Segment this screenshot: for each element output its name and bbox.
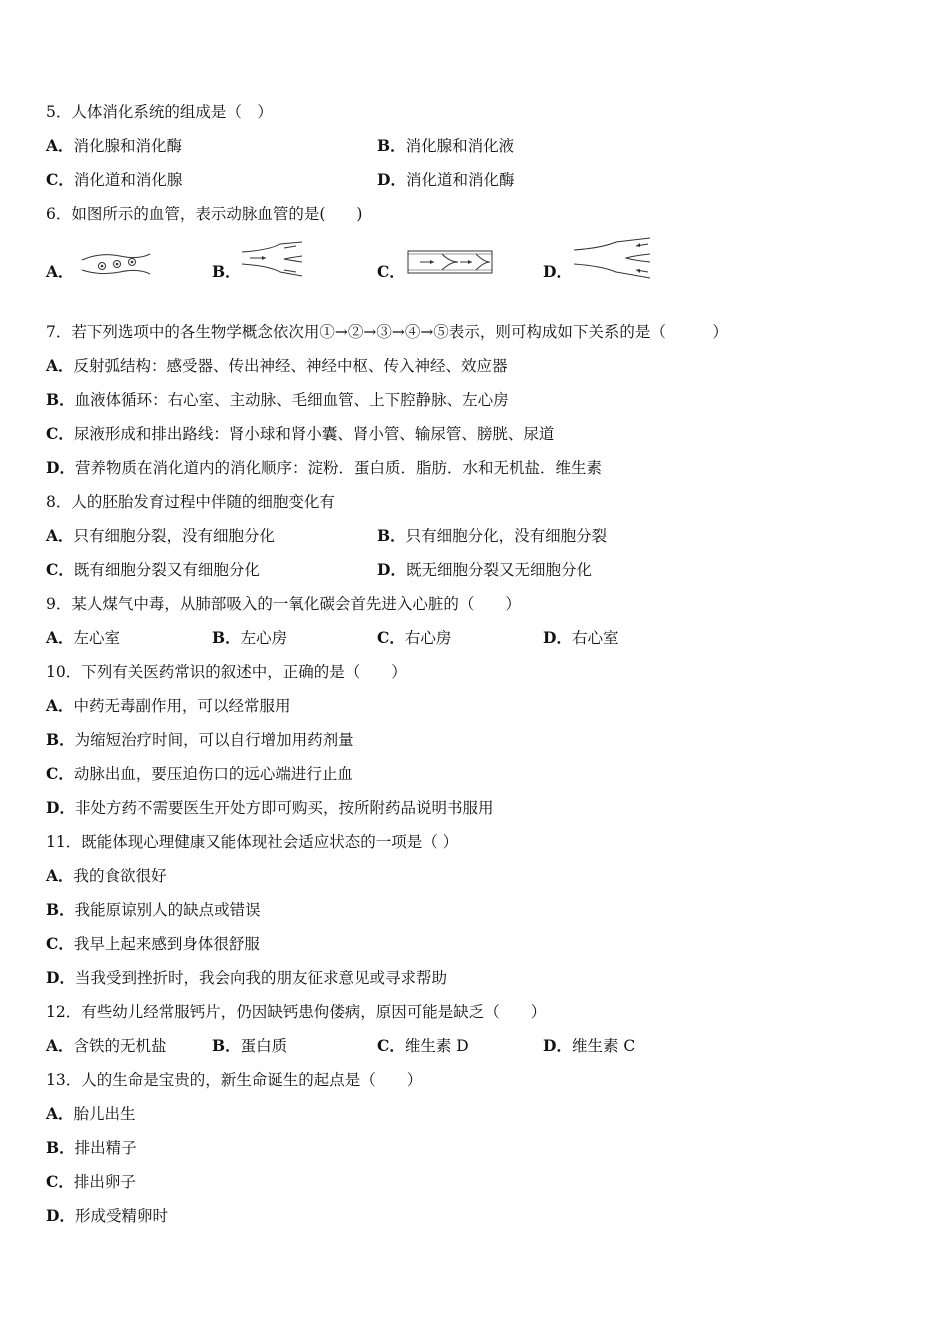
question-13-option-c[interactable]: C．排出卵子 [46, 1172, 136, 1191]
question-5-stem: 5．人体消化系统的组成是（ ） [46, 103, 273, 121]
question-5-option-b[interactable]: B．消化腺和消化液 [377, 136, 515, 155]
converging-vessel-figure [240, 240, 306, 278]
question-10-option-b[interactable]: B．为缩短治疗时间，可以自行增加用药剂量 [46, 730, 354, 749]
question-7-option-b[interactable]: B．血液体循环：右心室、主动脉、毛细血管、上下腔静脉、左心房 [46, 390, 509, 409]
question-9-stem: 9．某人煤气中毒，从肺部吸入的一氧化碳会首先进入心脏的（ ） [46, 595, 521, 613]
question-11-option-d[interactable]: D．当我受到挫折时，我会向我的朋友征求意见或寻求帮助 [46, 968, 447, 987]
question-6-option-d[interactable]: D． [543, 262, 572, 281]
question-9-option-c[interactable]: C．右心房 [377, 628, 452, 647]
question-11-stem: 11．既能体现心理健康又能体现社会适应状态的一项是（ ） [46, 833, 459, 851]
question-13-stem: 13．人的生命是宝贵的，新生命诞生的起点是（ ） [46, 1071, 423, 1089]
question-9-option-b[interactable]: B．左心房 [212, 628, 288, 647]
question-12-option-c[interactable]: C．维生素 D [377, 1036, 469, 1055]
branching-artery-figure [572, 236, 654, 280]
question-11-option-b[interactable]: B．我能原谅别人的缺点或错误 [46, 900, 261, 919]
question-7-option-c[interactable]: C．尿液形成和排出路线：肾小球和肾小囊、肾小管、输尿管、膀胱、尿道 [46, 424, 555, 443]
question-9-option-a[interactable]: A．左心室 [46, 628, 121, 647]
question-13-option-d[interactable]: D．形成受精卵时 [46, 1206, 168, 1225]
question-12-option-a[interactable]: A．含铁的无机盐 [46, 1036, 167, 1055]
question-7-option-d[interactable]: D．营养物质在消化道内的消化顺序：淀粉．蛋白质．脂肪．水和无机盐．维生素 [46, 458, 602, 477]
question-6-option-c[interactable]: C． [377, 262, 405, 281]
question-11-option-c[interactable]: C．我早上起来感到身体很舒服 [46, 934, 260, 953]
question-10-option-c[interactable]: C．动脉出血，要压迫伤口的远心端进行止血 [46, 764, 353, 783]
question-8-option-d[interactable]: D．既无细胞分裂又无细胞分化 [377, 560, 592, 579]
question-10-stem: 10．下列有关医药常识的叙述中，正确的是（ ） [46, 663, 407, 681]
question-7-stem: 7．若下列选项中的各生物学概念依次用①→②→③→④→⑤表示，则可构成如下关系的是（ ） [46, 323, 728, 341]
question-12-stem: 12．有些幼儿经常服钙片，仍因缺钙患佝偻病，原因可能是缺乏（ ） [46, 1003, 547, 1021]
valve-vein-figure [406, 248, 496, 276]
question-8-option-c[interactable]: C．既有细胞分裂又有细胞分化 [46, 560, 260, 579]
question-5-option-d[interactable]: D．消化道和消化酶 [377, 170, 515, 189]
question-13-option-a[interactable]: A．胎儿出生 [46, 1104, 136, 1123]
question-11-option-a[interactable]: A．我的食欲很好 [46, 866, 167, 885]
question-10-option-d[interactable]: D．非处方药不需要医生开处方即可购买，按所附药品说明书服用 [46, 798, 494, 817]
question-6-option-b[interactable]: B． [212, 262, 241, 281]
question-7-option-a[interactable]: A．反射弧结构：感受器、传出神经、神经中枢、传入神经、效应器 [46, 356, 508, 375]
question-12-option-d[interactable]: D．维生素 C [543, 1036, 636, 1055]
question-13-option-b[interactable]: B．排出精子 [46, 1138, 137, 1157]
question-5-option-c[interactable]: C．消化道和消化腺 [46, 170, 183, 189]
question-10-option-a[interactable]: A．中药无毒副作用，可以经常服用 [46, 696, 291, 715]
question-12-option-b[interactable]: B．蛋白质 [212, 1036, 288, 1055]
question-8-stem: 8．人的胚胎发育过程中伴随的细胞变化有 [46, 493, 335, 511]
question-6-stem: 6．如图所示的血管，表示动脉血管的是( ) [46, 205, 363, 223]
question-6-option-a[interactable]: A． [46, 262, 74, 281]
question-9-option-d[interactable]: D．右心室 [543, 628, 619, 647]
question-8-option-a[interactable]: A．只有细胞分裂，没有细胞分化 [46, 526, 276, 545]
capillary-cells-figure [80, 250, 152, 278]
question-5-option-a[interactable]: A．消化腺和消化酶 [46, 136, 183, 155]
question-8-option-b[interactable]: B．只有细胞分化，没有细胞分裂 [377, 526, 608, 545]
